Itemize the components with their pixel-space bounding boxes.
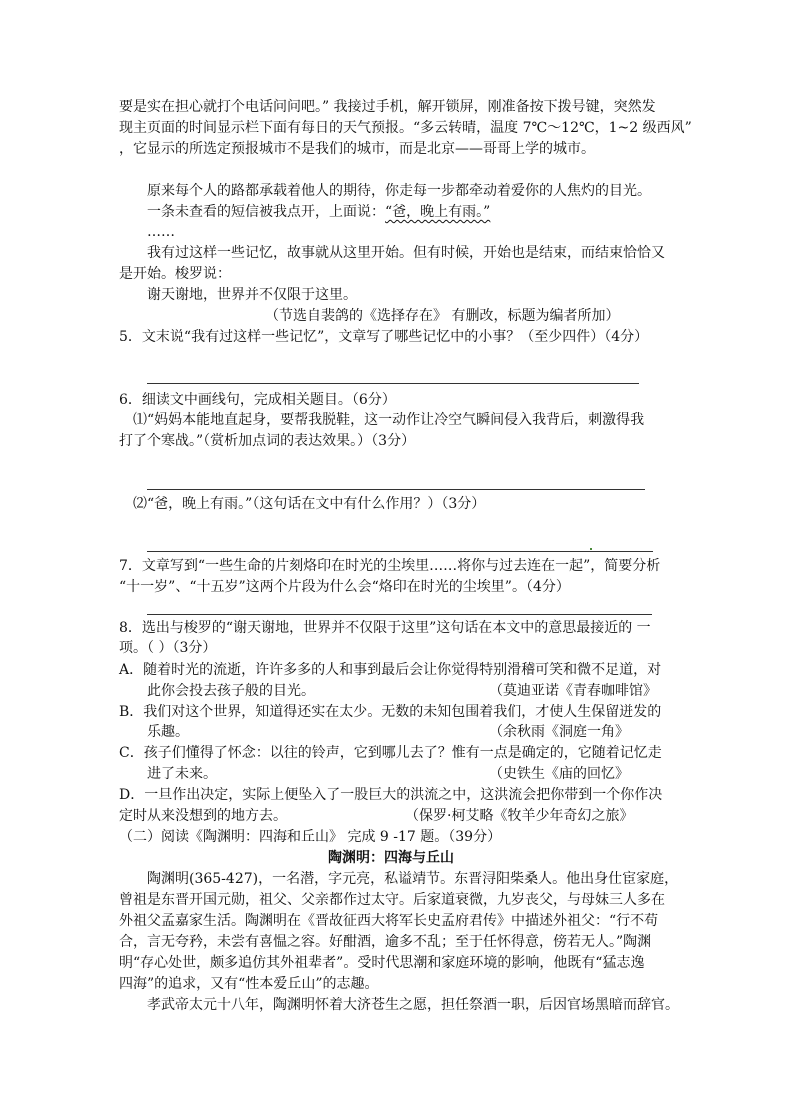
option-d-source: （保罗·柯艾略《牧羊少年奇幻之旅》	[405, 808, 634, 824]
text-line: 谢天谢地，世界并不仅限于这里。	[147, 287, 357, 303]
text-line: 是开始。梭罗说：	[119, 266, 231, 282]
text-line: 要是实在担心就打个电话问问吧。” 我接过手机，解开锁屏，刚准备按下拨号键，突然发	[119, 99, 656, 115]
source-citation: （节选自裴鸽的《选择存在》 有删改，标题为编者所加）	[265, 308, 620, 324]
text-line: 曾祖是东晋开国元勋，祖父、父亲都作过太守。后家道衰微，九岁丧父，与母妹三人多在	[119, 892, 665, 908]
question-7-cont: “十一岁”、“十五岁”这两个片段为什么会“烙印在时光的尘埃里”。（4分）	[119, 579, 570, 595]
question-8: 8．选出与梭罗的“谢天谢地，世界并不仅限于这里”这句话在本文中的意思最接近的 一	[119, 620, 651, 636]
ellipsis: ……	[147, 224, 175, 240]
text-line: 陶渊明(365-427)，一名潜，字元亮，私谥靖节。东晋浔阳柴桑人。他出身仕宦家庭，	[147, 871, 679, 887]
text-segment: 一条未查看的短信被我点开，上面说：	[147, 204, 385, 220]
section-2-intro: （二）阅读《陶渊明：四海和丘山》 完成 9 -17 题。（39分）	[119, 829, 502, 845]
text-line: 合，言无夸矜，未尝有喜愠之容。好酣酒，逾多不乱；至于任怀得意，傍若无人。”陶渊	[119, 934, 652, 950]
option-c: C．孩子们懂得了怀念：以往的铃声，它到哪儿去了？惟有一点是确定的，它随着记忆走	[119, 745, 662, 761]
question-6-title: 6．细读文中画线句，完成相关题目。（6分）	[119, 392, 396, 408]
option-c-source: （史铁生《庙的回忆》	[489, 766, 629, 782]
question-5: 5．文末说“我有过这样一些记忆”，文章写了哪些记忆中的小事？（至少四件）（4分）	[119, 329, 649, 345]
question-6-1: ⑴“妈妈本能地直起身，要帮我脱鞋，这一动作让冷空气瞬间侵入我背后，刺激得我	[133, 412, 645, 428]
text-line: 我有过这样一些记忆，故事就从这里开始。但有时候，开始也是结束，而结束恰恰又	[147, 245, 665, 261]
text-line	[147, 202, 490, 222]
option-a-cont: 此你会投去孩子般的目光。	[147, 683, 315, 699]
question-6-2: ⑵“爸，晚上有雨。”（这句话在文中有什么作用？）（3分）	[133, 496, 486, 512]
answer-line[interactable]	[147, 551, 653, 552]
text-line: 孝武帝太元十八年，陶渊明怀着大济苍生之愿，担任祭酒一职，后因官场黑暗而辞官。	[147, 997, 679, 1013]
option-a-source: （莫迪亚诺《青春咖啡馆》	[489, 683, 657, 699]
question-8-cont: 项。（ ）（3分）	[119, 640, 217, 656]
option-d-cont: 定时从来没想到的地方去。	[119, 808, 287, 824]
answer-line[interactable]	[147, 383, 639, 384]
option-d: D．一旦作出决定，实际上便坠入了一股巨大的洪流之中，这洪流会把你带到一个你作决	[119, 787, 663, 803]
text-line: ，它显示的所选定预报城市不是我们的城市，而是北京——哥哥上学的城市。	[119, 141, 595, 157]
text-line: 四海”的追求，又有“性本爱丘山”的志趣。	[119, 976, 379, 992]
option-b-source: （余秋雨《洞庭一角》	[489, 724, 629, 740]
option-b: B．我们对这个世界，知道得还实在太少。无数的未知包围着我们，才使人生保留迸发的	[119, 704, 662, 720]
option-c-cont: 进了未来。	[147, 766, 217, 782]
text-line: 现主页面的时间显示栏下面有每日的天气预报。“多云转晴，温度 7℃～12℃，1~2 级西风”	[119, 120, 692, 136]
question-7: 7．文章写到“一些生命的片刻烙印在时光的尘埃里……将你与过去连在一起”，简要分析	[119, 558, 661, 574]
text-line: 原来每个人的路都承载着他人的期待，你走每一步都牵动着爱你的人焦灼的目光。	[147, 183, 651, 199]
option-a: A．随着时光的流逝，许许多多的人和事到最后会让你觉得特别滑稽可笑和微不足道，对	[119, 662, 662, 678]
option-b-cont: 乐趣。	[147, 724, 189, 740]
underlined-quote: “爸，晚上有雨。”	[385, 204, 491, 220]
answer-line[interactable]	[147, 614, 652, 615]
text-line: 明“存心处世，颇多追仿其外祖辈者”。受时代思潮和家庭环境的影响，他既有“猛志逸	[119, 955, 645, 971]
answer-line[interactable]	[147, 489, 645, 490]
stray-mark	[590, 548, 592, 550]
article-title: 陶渊明：四海与丘山	[328, 850, 454, 866]
text-line: 外祖父孟嘉家生活。陶渊明在《晋故征西大将军长史孟府君传》中描述外祖父：“行不苟	[119, 913, 659, 929]
question-6-1-cont: 打了个寒战。”（赏析加点词的表达效果。）（3分）	[119, 433, 416, 449]
